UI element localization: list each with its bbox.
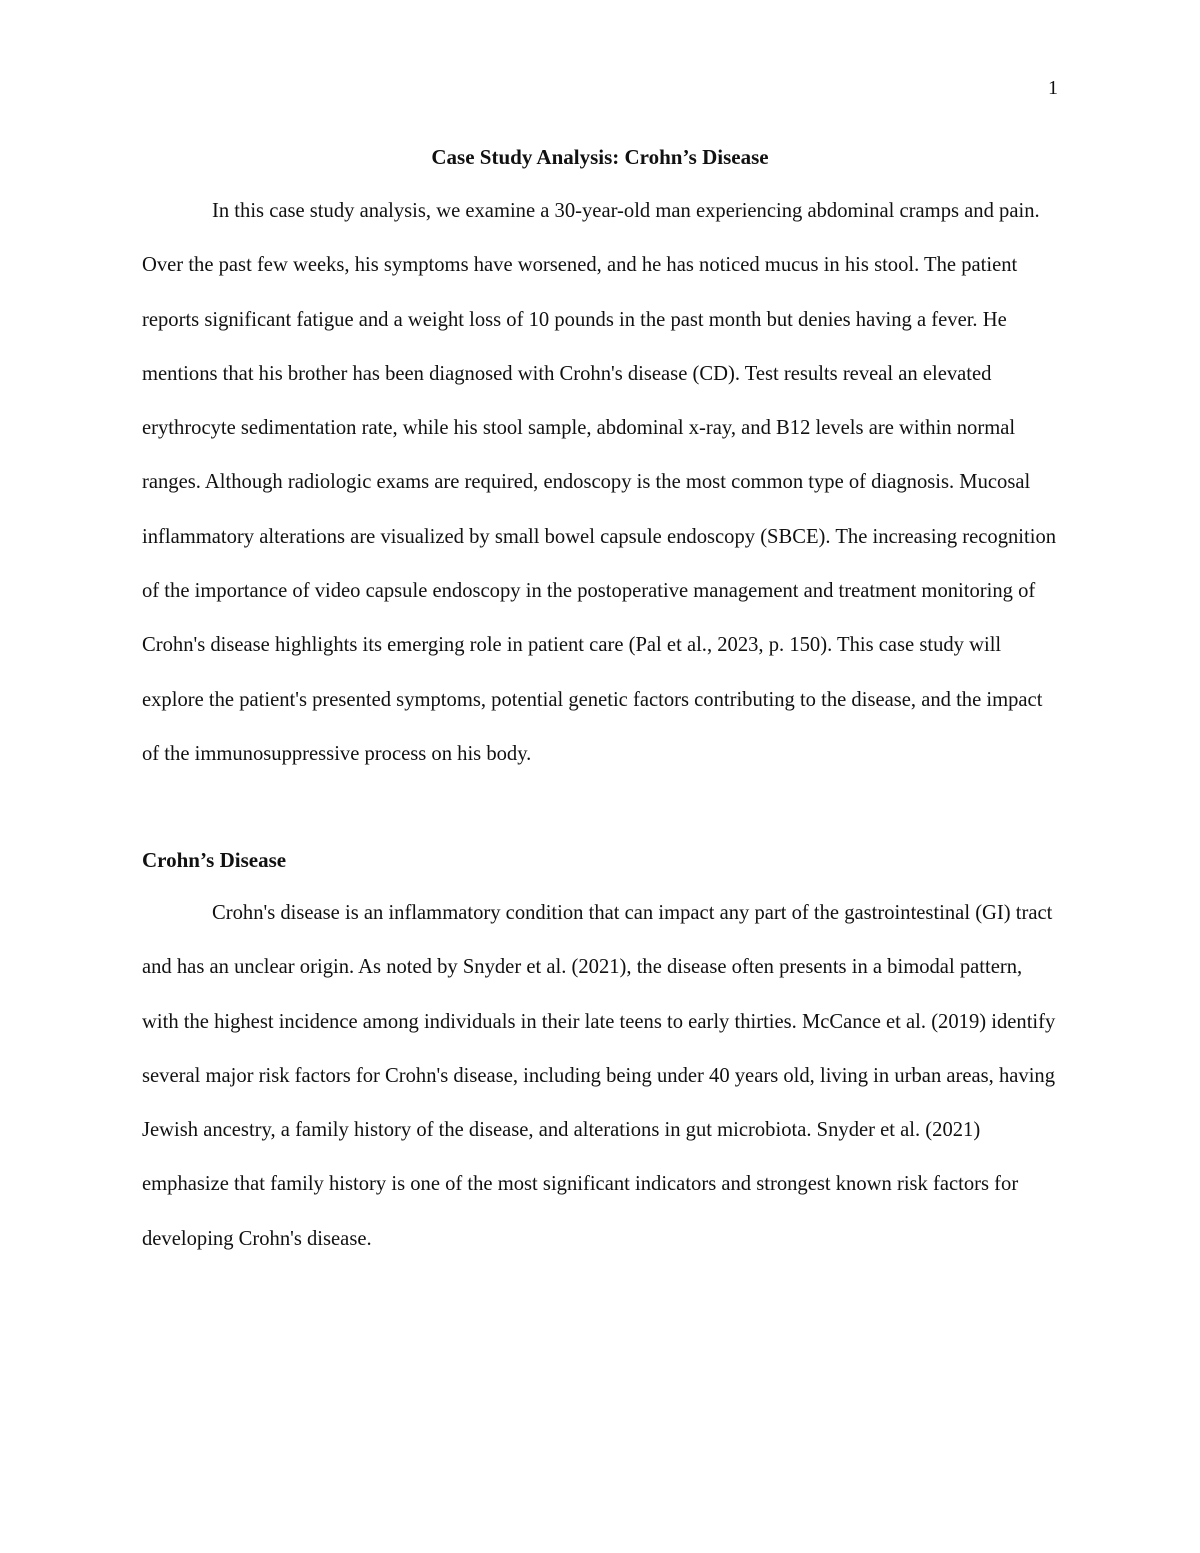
- body-paragraph: Crohn's disease is an inflammatory condition that can impact any part of the gastrointestinal (GI) tract and has an unclear origin. As noted by Snyder et al. (2021), the disease often presents in a bimodal pattern, with the highest incidence among individuals in their late teens to early thirties. McCance et al. (2019) identify several major risk factors for Crohn's disease, including being under 40 years old, living in urban areas, having Jewish ancestry, a family history of the disease, and alterations in gut microbiota. Snyder et al. (2021) emphasize that family history is one of the most significant indicators and strongest known risk factors for developing Crohn's disease.: [142, 902, 1056, 1250]
- intro-paragraph: In this case study analysis, we examine a 30-year-old man experiencing abdominal cramps and pain. Over the past few weeks, his symptoms have worsened, and he has noticed mucus in his stool. The patient reports significant fatigue and a weight loss of 10 pounds in the past month but denies having a fever. He mentions that his brother has been diagnosed with Crohn's disease (CD). Test results reveal an elevated erythrocyte sedimentation rate, while his stool sample, abdominal x-ray, and B12 levels are within normal ranges. Although radiologic exams are required, endoscopy is the most common type of diagnosis. Mucosal inflammatory alterations are visualized by small bowel capsule endoscopy (SBCE). The increasing recognition of the importance of video capsule endoscopy in the postoperative management and treatment monitoring of Crohn's disease highlights its emerging role in patient care (Pal et al., 2023, p. 150). This case study will explore the patient's presented symptoms, potential genetic factors contributing to the disease, and the impact of the immunosuppressive process on his body.: [142, 200, 1057, 765]
- section-heading: Crohn’s Disease: [142, 848, 287, 872]
- page-number: 1: [1048, 77, 1058, 99]
- document-title: Case Study Analysis: Crohn’s Disease: [431, 145, 769, 169]
